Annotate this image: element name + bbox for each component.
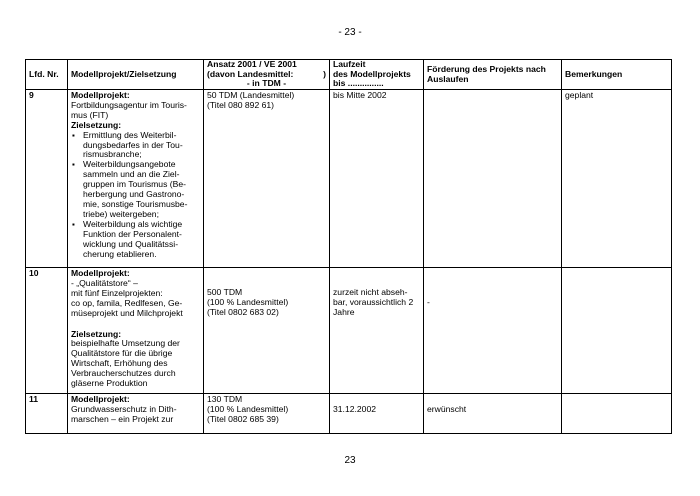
header-ansatz-line2a: (davon Landesmittel:	[207, 68, 294, 79]
row-projekt	[68, 394, 204, 434]
ziel-text: beispielhafte Umsetzung der Qualitätstore für die übrige Wirtschaft, Erhöhung des Verbraucherschutzes durch gläserne Produktion	[71, 338, 180, 389]
header-foerderung	[424, 60, 562, 90]
table-row	[26, 268, 672, 394]
header-ansatz	[204, 60, 330, 90]
row-ansatz	[204, 268, 330, 394]
row-projekt	[68, 268, 204, 394]
header-modellprojekt: Modellprojekt/Zielsetzung	[68, 60, 204, 90]
row-foerderung	[424, 90, 562, 268]
row-ansatz: 130 TDM (100 % Landesmittel) (Titel 0802 685 39)	[204, 394, 330, 434]
laufzeit-text: 31.12.2002	[333, 404, 377, 414]
laufzeit-text: zurzeit nicht abseh- bar, voraussichtlich 2 Jahre	[333, 287, 414, 317]
header-foerderung-line2: Auslaufen	[427, 73, 469, 84]
table-row	[26, 394, 672, 434]
row-foerderung	[424, 268, 562, 394]
row-bemerkungen: geplant	[562, 90, 672, 268]
foerderung-text: erwünscht	[427, 404, 467, 414]
ansatz-text: 500 TDM (100 % Landesmittel) (Titel 0802 683 02)	[207, 287, 289, 317]
row-laufzeit	[330, 394, 424, 434]
header-laufzeit-line2: des Modellprojekts	[333, 68, 411, 79]
row-bemerkungen	[562, 268, 672, 394]
modell-label: Modellprojekt:	[71, 268, 130, 278]
header-laufzeit	[330, 60, 424, 90]
page-number-top: - 23 -	[338, 27, 362, 38]
ziel-label: Zielsetzung:	[71, 119, 122, 130]
row-number: 10	[26, 268, 68, 394]
header-bemerkungen: Bemerkungen	[562, 60, 672, 90]
header-foerderung-line1: Förderung des Projekts nach	[427, 64, 546, 74]
header-laufzeit-line1: Laufzeit	[333, 59, 366, 70]
row-laufzeit	[330, 268, 424, 394]
row-projekt	[68, 90, 204, 268]
modell-text: Fortbildungsagentur im Touris- mus (FIT)	[71, 99, 187, 120]
ziel-label: Zielsetzung:	[71, 328, 122, 339]
row-laufzeit: bis Mitte 2002	[330, 90, 424, 268]
row-foerderung	[424, 394, 562, 434]
ziel-item: ▪ Weiterbildung als wichtige Funktion der Personalent- wicklung und Qualitätssi- cherung etablieren.	[83, 220, 200, 260]
header-ansatz-line2b: )	[323, 68, 326, 79]
table-header-row	[26, 60, 672, 90]
page-number-bottom: 23	[344, 455, 356, 466]
modell-label: Modellprojekt:	[71, 90, 130, 100]
modellprojekte-table	[25, 59, 672, 434]
ziel-item: ▪ Weiterbildungsangebote sammeln und an die Ziel- gruppen im Tourismus (Be- herbergung und Gastrono- mie, sonstige Tourismusbe- triebe) weitergeben;	[83, 160, 200, 219]
table-row	[26, 90, 672, 268]
header-ansatz-line3: - in TDM -	[246, 78, 287, 89]
modell-label: Modellprojekt:	[71, 394, 130, 404]
modell-text: Grundwasserschutz in Dith- marschen – ein Projekt zur	[71, 403, 177, 424]
ziel-item: ▪ Ermittlung des Weiterbil- dungsbedarfes in der Tou- rismusbranche;	[83, 131, 200, 161]
header-laufzeit-line3: bis ...............	[333, 78, 384, 89]
header-ansatz-line1: Ansatz 2001 / VE 2001	[207, 59, 297, 70]
row-number: 11	[26, 394, 68, 434]
header-lfd-nr: Lfd. Nr.	[26, 60, 68, 90]
foerderung-text: -	[427, 297, 430, 307]
modell-text: - „Qualitätstore“ – mit fünf Einzelprojekten: co op, famila, Redlfesen, Ge- müseprojekt und Milchprojekt	[71, 277, 183, 318]
row-number: 9	[26, 90, 68, 268]
row-ansatz: 50 TDM (Landesmittel) (Titel 080 892 61)	[204, 90, 330, 268]
ziel-list	[71, 131, 200, 260]
row-bemerkungen	[562, 394, 672, 434]
